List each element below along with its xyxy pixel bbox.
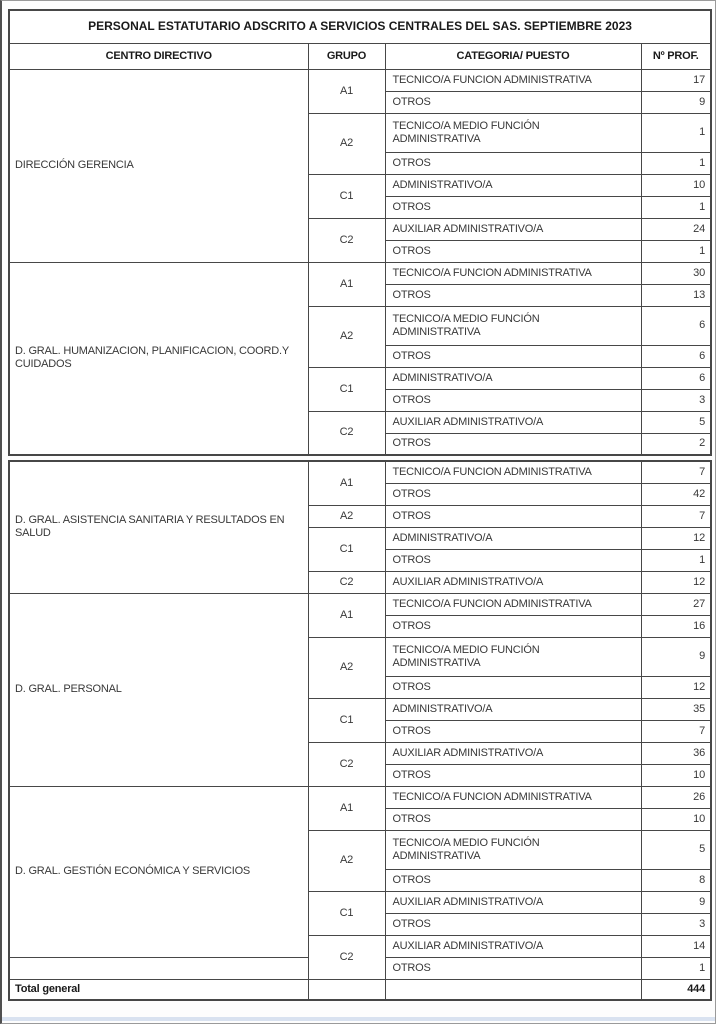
categoria-cell <box>385 957 641 979</box>
grupo-cell: C1 <box>308 174 385 218</box>
categoria-text: TECNICO/A FUNCION ADMINISTRATIVA <box>392 266 592 279</box>
categoria-cell <box>385 284 641 306</box>
table-title: PERSONAL ESTATUTARIO ADSCRITO A SERVICIOS CENTRALES DEL SAS. SEPTIEMBRE 2023 <box>9 10 711 43</box>
categoria-text: ADMINISTRATIVO/A <box>392 531 493 544</box>
grupo-cell: C2 <box>308 411 385 455</box>
categoria-cell <box>385 891 641 913</box>
categoria-text: OTROS <box>392 200 431 213</box>
grupo-cell: C2 <box>308 218 385 262</box>
nprof-cell: 3 <box>641 389 711 411</box>
grupo-cell: C2 <box>308 935 385 979</box>
categoria-cell <box>385 615 641 637</box>
nprof-cell: 13 <box>641 284 711 306</box>
grupo-cell: C2 <box>308 571 385 593</box>
categoria-text: TECNICO/A FUNCION ADMINISTRATIVA <box>392 597 592 610</box>
nprof-cell: 42 <box>641 483 711 505</box>
nprof-cell: 10 <box>641 764 711 786</box>
categoria-cell <box>385 676 641 698</box>
categoria-cell <box>385 113 641 152</box>
categoria-text: AUXILIAR ADMINISTRATIVO/A <box>392 746 544 759</box>
centro-directivo-cell: DIRECCIÓN GERENCIA <box>9 69 308 262</box>
categoria-cell <box>385 549 641 571</box>
categoria-cell <box>385 461 641 483</box>
categoria-text: OTROS <box>392 509 431 522</box>
nprof-cell: 6 <box>641 367 711 389</box>
categoria-cell <box>385 764 641 786</box>
nprof-cell: 36 <box>641 742 711 764</box>
col-header-centro-directivo: CENTRO DIRECTIVO <box>9 43 308 69</box>
categoria-cell <box>385 742 641 764</box>
categoria-text: ADMINISTRATIVO/A <box>392 371 493 384</box>
categoria-text: OTROS <box>392 812 431 825</box>
nprof-cell: 1 <box>641 549 711 571</box>
categoria-cell <box>385 218 641 240</box>
centro-directivo-cell: D. GRAL. ASISTENCIA SANITARIA Y RESULTADOS EN SALUD <box>9 461 308 593</box>
categoria-text: OTROS <box>392 95 431 108</box>
nprof-cell: 1 <box>641 113 711 152</box>
col-header-categoria-puesto: CATEGORIA/ PUESTO <box>385 43 641 69</box>
categoria-cell <box>385 69 641 91</box>
categoria-cell <box>385 571 641 593</box>
centro-directivo-cell: D. GRAL. PERSONAL <box>9 593 308 786</box>
grupo-cell: C1 <box>308 527 385 571</box>
centro-directivo-empty-cell <box>9 957 308 979</box>
nprof-cell: 9 <box>641 91 711 113</box>
table-row <box>9 69 711 91</box>
nprof-cell: 5 <box>641 830 711 869</box>
grupo-cell: C2 <box>308 742 385 786</box>
total-value: 444 <box>641 979 711 1000</box>
personnel-table-segment-1 <box>8 9 712 456</box>
nprof-cell: 7 <box>641 505 711 527</box>
categoria-text: OTROS <box>392 487 431 500</box>
categoria-text: OTROS <box>392 393 431 406</box>
categoria-text: AUXILIAR ADMINISTRATIVO/A <box>392 415 544 428</box>
total-row <box>9 979 711 1000</box>
grupo-cell: C1 <box>308 891 385 935</box>
grupo-cell: A2 <box>308 637 385 698</box>
grupo-cell: A2 <box>308 306 385 367</box>
categoria-text: OTROS <box>392 680 431 693</box>
categoria-text: OTROS <box>392 961 431 974</box>
segment-1-body <box>9 69 711 455</box>
categoria-cell <box>385 593 641 615</box>
table-row <box>9 593 711 615</box>
categoria-text: OTROS <box>392 553 431 566</box>
categoria-text: AUXILIAR ADMINISTRATIVO/A <box>392 222 544 235</box>
col-header-num-prof: Nº PROF. <box>641 43 711 69</box>
categoria-cell <box>385 698 641 720</box>
nprof-cell: 27 <box>641 593 711 615</box>
nprof-cell: 35 <box>641 698 711 720</box>
categoria-text: TECNICO/A MEDIO FUNCIÓN ADMINISTRATIVA <box>392 643 540 669</box>
nprof-cell: 9 <box>641 637 711 676</box>
categoria-text: TECNICO/A MEDIO FUNCIÓN ADMINISTRATIVA <box>392 836 540 862</box>
categoria-text: OTROS <box>392 873 431 886</box>
nprof-cell: 7 <box>641 720 711 742</box>
categoria-cell <box>385 720 641 742</box>
categoria-cell <box>385 786 641 808</box>
total-grupo-empty-cell <box>308 979 385 1000</box>
nprof-cell: 16 <box>641 615 711 637</box>
categoria-text: TECNICO/A FUNCION ADMINISTRATIVA <box>392 465 592 478</box>
categoria-text: ADMINISTRATIVO/A <box>392 702 493 715</box>
nprof-cell: 12 <box>641 676 711 698</box>
categoria-text: TECNICO/A MEDIO FUNCIÓN ADMINISTRATIVA <box>392 119 540 145</box>
column-header-row <box>9 43 711 69</box>
grupo-cell: A2 <box>308 113 385 174</box>
categoria-text: AUXILIAR ADMINISTRATIVO/A <box>392 895 544 908</box>
nprof-cell: 26 <box>641 786 711 808</box>
categoria-cell <box>385 830 641 869</box>
grupo-cell: C1 <box>308 698 385 742</box>
categoria-text: TECNICO/A FUNCION ADMINISTRATIVA <box>392 790 592 803</box>
grupo-cell: A1 <box>308 593 385 637</box>
categoria-cell <box>385 433 641 455</box>
categoria-cell <box>385 389 641 411</box>
grupo-cell: A1 <box>308 69 385 113</box>
nprof-cell: 5 <box>641 411 711 433</box>
personnel-table-segment-2 <box>8 460 712 1001</box>
nprof-cell: 12 <box>641 527 711 549</box>
bottom-accent-line <box>2 1017 715 1021</box>
categoria-text: OTROS <box>392 244 431 257</box>
categoria-text: TECNICO/A MEDIO FUNCIÓN ADMINISTRATIVA <box>392 312 540 338</box>
nprof-cell: 8 <box>641 869 711 891</box>
nprof-cell: 1 <box>641 957 711 979</box>
categoria-text: OTROS <box>392 768 431 781</box>
nprof-cell: 30 <box>641 262 711 284</box>
categoria-text: OTROS <box>392 437 431 450</box>
nprof-cell: 24 <box>641 218 711 240</box>
categoria-cell <box>385 91 641 113</box>
grupo-cell: C1 <box>308 367 385 411</box>
grupo-cell: A1 <box>308 461 385 505</box>
table-row <box>9 461 711 483</box>
categoria-text: OTROS <box>392 288 431 301</box>
nprof-cell: 1 <box>641 240 711 262</box>
categoria-cell <box>385 174 641 196</box>
categoria-text: OTROS <box>392 724 431 737</box>
nprof-cell: 14 <box>641 935 711 957</box>
categoria-cell <box>385 808 641 830</box>
categoria-text: TECNICO/A FUNCION ADMINISTRATIVA <box>392 73 592 86</box>
nprof-cell: 9 <box>641 891 711 913</box>
categoria-cell <box>385 262 641 284</box>
categoria-text: OTROS <box>392 917 431 930</box>
grupo-cell: A2 <box>308 830 385 891</box>
nprof-cell: 17 <box>641 69 711 91</box>
categoria-text: ADMINISTRATIVO/A <box>392 178 493 191</box>
centro-directivo-cell: D. GRAL. HUMANIZACION, PLANIFICACION, COORD.Y CUIDADOS <box>9 262 308 455</box>
nprof-cell: 6 <box>641 306 711 345</box>
nprof-cell: 6 <box>641 345 711 367</box>
centro-directivo-cell: D. GRAL. GESTIÓN ECONÓMICA Y SERVICIOS <box>9 786 308 957</box>
categoria-cell <box>385 869 641 891</box>
col-header-grupo: GRUPO <box>308 43 385 69</box>
nprof-cell: 10 <box>641 808 711 830</box>
categoria-cell <box>385 196 641 218</box>
categoria-text: OTROS <box>392 619 431 632</box>
categoria-text: OTROS <box>392 349 431 362</box>
grupo-cell: A2 <box>308 505 385 527</box>
table-row <box>9 262 711 284</box>
categoria-cell <box>385 483 641 505</box>
nprof-cell: 1 <box>641 196 711 218</box>
categoria-cell <box>385 411 641 433</box>
categoria-cell <box>385 527 641 549</box>
nprof-cell: 7 <box>641 461 711 483</box>
categoria-cell <box>385 935 641 957</box>
table-row <box>9 786 711 808</box>
total-label: Total general <box>9 979 308 1000</box>
nprof-cell: 2 <box>641 433 711 455</box>
categoria-cell <box>385 367 641 389</box>
categoria-cell <box>385 306 641 345</box>
categoria-cell <box>385 345 641 367</box>
categoria-cell <box>385 505 641 527</box>
categoria-text: OTROS <box>392 156 431 169</box>
categoria-cell <box>385 913 641 935</box>
grupo-cell: A1 <box>308 786 385 830</box>
categoria-text: AUXILIAR ADMINISTRATIVO/A <box>392 575 544 588</box>
categoria-text: AUXILIAR ADMINISTRATIVO/A <box>392 939 544 952</box>
nprof-cell: 10 <box>641 174 711 196</box>
categoria-cell <box>385 152 641 174</box>
grupo-cell: A1 <box>308 262 385 306</box>
nprof-cell: 3 <box>641 913 711 935</box>
categoria-cell <box>385 637 641 676</box>
categoria-cell <box>385 240 641 262</box>
segment-2-body <box>9 461 711 979</box>
total-categoria-empty-cell <box>385 979 641 1000</box>
nprof-cell: 12 <box>641 571 711 593</box>
nprof-cell: 1 <box>641 152 711 174</box>
title-row <box>9 10 711 43</box>
